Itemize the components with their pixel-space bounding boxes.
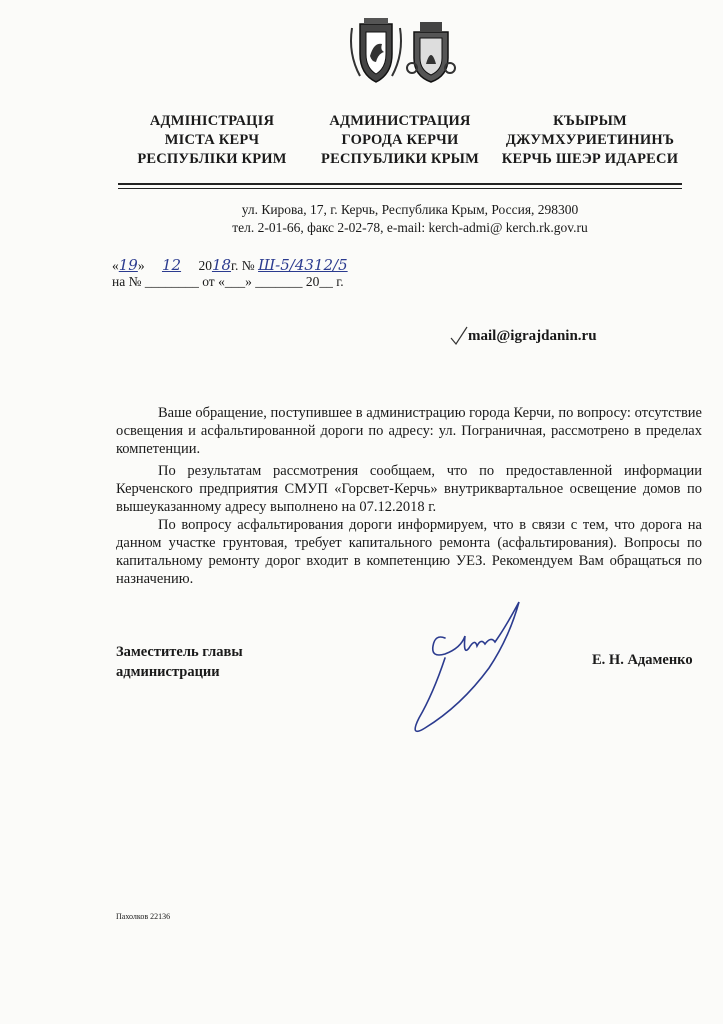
outgoing-year: 18 [211, 256, 232, 274]
header-ukrainian-line3: РЕСПУБЛІКИ КРИМ [137, 151, 287, 167]
header-divider-thick [118, 183, 682, 185]
header-ukrainian-line2: МІСТА КЕРЧ [164, 132, 260, 148]
outgoing-open-quote: « [112, 258, 119, 273]
kerch-coat-of-arms-icon [407, 22, 455, 82]
header-ukrainian [112, 112, 312, 169]
body-paragraph-1: Ваше обращение, поступившее в администрацию города Керчи, по вопросу: отсутствие освещения и асфальтированной дороги по адресу: ул. Пограничная, рассмотрено в пределах компетенции. [116, 405, 702, 457]
signatory-title [116, 642, 243, 682]
incoming-registration: на № ________ от «___» _______ 20__ г. [112, 274, 344, 289]
contacts-line: тел. 2-01-66, факс 2-02-78, e-mail: kerch-admi@ kerch.rk.gov.ru [232, 220, 588, 235]
header-crimean-tatar [490, 112, 690, 169]
outgoing-day: 19 [118, 256, 138, 274]
header-russian-line1: АДМИНИСТРАЦИЯ [329, 113, 471, 129]
outgoing-year-prefix: 20 [198, 258, 212, 273]
header-russian-line3: РЕСПУБЛИКИ КРЫМ [321, 151, 479, 167]
header-crimean-tatar-line1: КЪЫРЫМ [553, 113, 627, 129]
header-crimean-tatar-line3: КЕРЧЬ ШЕЭР ИДАРЕСИ [501, 151, 679, 167]
crimea-coat-of-arms-icon [330, 18, 460, 88]
handwritten-signature [405, 598, 535, 748]
outgoing-month: 12 [161, 256, 182, 274]
outgoing-number: Ш-5/4312/5 [258, 256, 348, 274]
outgoing-registration [112, 256, 348, 274]
header-divider-thin [118, 188, 682, 189]
address-line: ул. Кирова, 17, г. Керчь, Республика Крым, Россия, 298300 [241, 202, 579, 217]
outgoing-number-label: г. № [231, 258, 255, 273]
emblems [330, 18, 460, 88]
header-ukrainian-line1: АДМІНІСТРАЦІЯ [149, 113, 275, 129]
body-paragraph-2: По результатам рассмотрения сообщаем, что по предоставленной информации Керченского предприятия СМУП «Горсвет-Керчь» внутриквартальное освещение домов по вышеуказанному адресу выполнено на 07.12.2018 г. [116, 463, 702, 515]
executor-note: Пахолков 22136 [116, 912, 171, 921]
recipient-email: mail@igrajdanin.ru [468, 328, 597, 344]
signatory-title-line2: администрации [116, 664, 220, 680]
body-paragraph-3: По вопросу асфальтирования дороги информируем, что в связи с тем, что дорога на данном участке грунтовая, требует капитального ремонта (асфальтирования). Вопросы по капитальному ремонту дорог входит в компетенцию УЕЗ. Рекомендуем Вам обращаться по назначению. [116, 517, 702, 587]
header-russian [300, 112, 500, 169]
checkmark-icon [450, 326, 468, 346]
outgoing-close-quote: » [137, 258, 145, 273]
header-crimean-tatar-line2: ДЖУМХУРИЕТИНИНЪ [505, 132, 675, 148]
signatory-title-line1: Заместитель главы [116, 644, 243, 660]
header-russian-line2: ГОРОДА КЕРЧИ [341, 132, 459, 148]
signatory-name: Е. Н. Адаменко [592, 652, 693, 668]
